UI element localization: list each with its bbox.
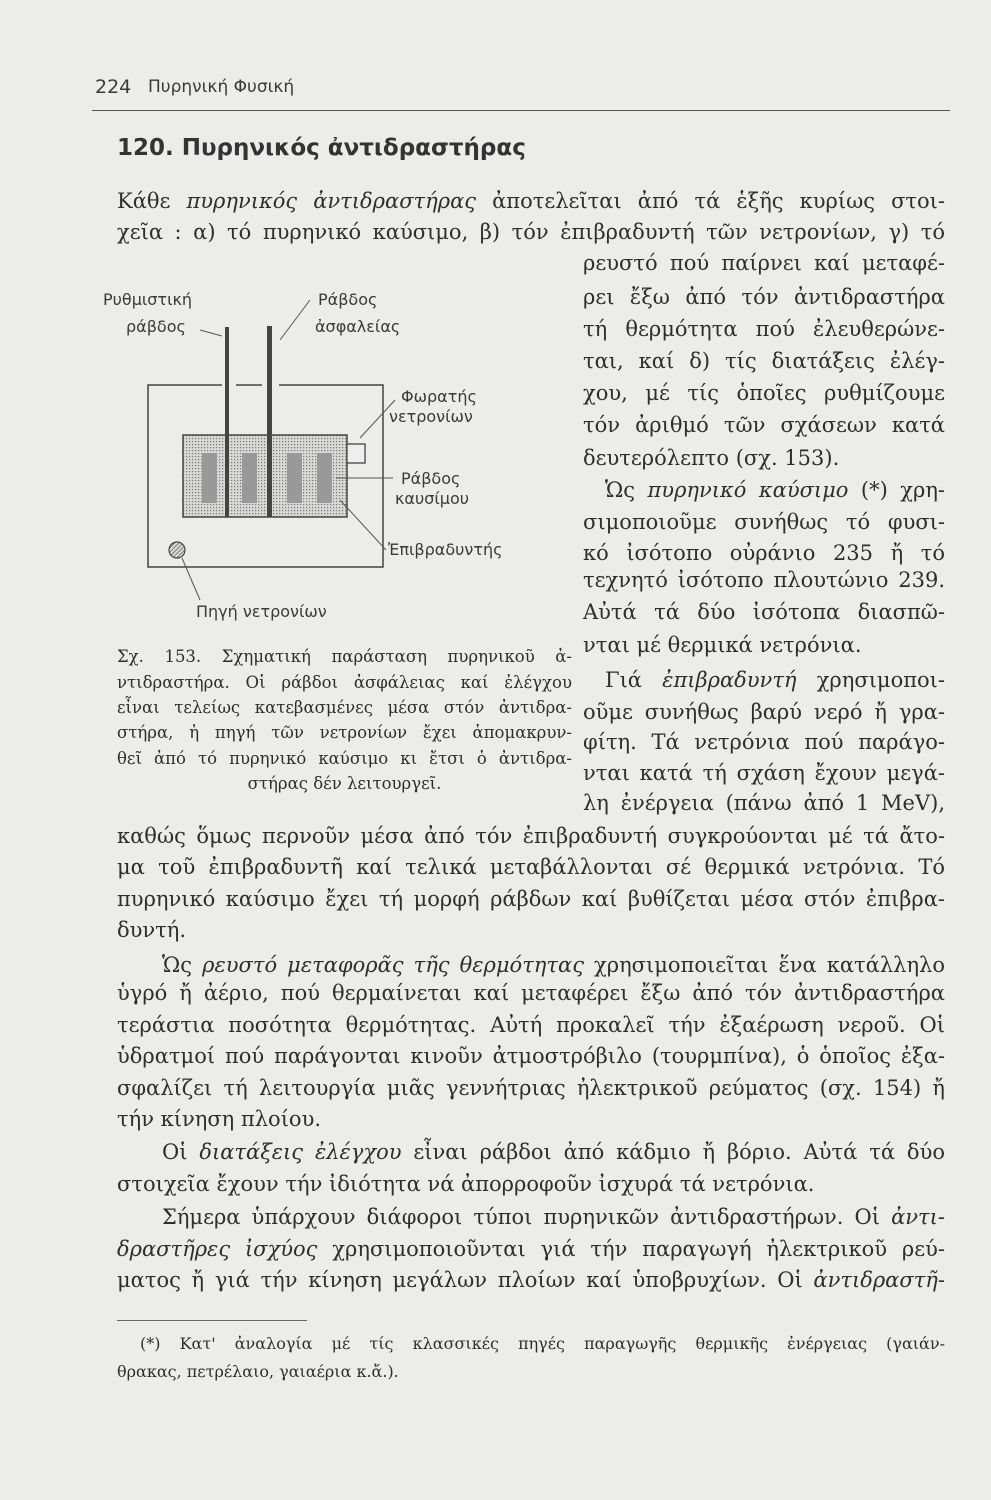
text-segment: ται, καί δ) τίς διατάξεις ἐλέγ- xyxy=(583,349,945,373)
control-rod xyxy=(225,327,229,517)
text-line xyxy=(117,219,945,245)
text-segment: τόν ἀριθμό τῶν σχάσεων κατά xyxy=(583,413,945,437)
text-segment: χρησιμοποιεῖται ἕνα κατάλληλο xyxy=(583,953,945,977)
text-segment: ρευστό πού παίρνει καί μεταφέ- xyxy=(583,251,945,275)
page-number: 224 xyxy=(95,76,132,98)
label-detector: νετρονίων xyxy=(389,407,473,426)
text-segment: τήν κίνηση πλοίου. xyxy=(117,1107,322,1131)
label-neutron-source: Πηγή νετρονίων xyxy=(196,602,327,621)
label-safety-rod: Ράβδος xyxy=(318,290,378,309)
text-segment: ρει ἔξω ἀπό τόν ἀντιδραστήρα xyxy=(583,285,945,309)
text-line xyxy=(162,1139,945,1165)
text-segment: μα τοῦ ἐπιβραδυντῆ καί τελικά μεταβάλλονται σέ θερμικά νετρόνια. Τό xyxy=(117,855,945,879)
text-line xyxy=(583,632,945,658)
text-line xyxy=(583,412,945,438)
text-segment: ἀποτελεῖται ἀπό τά ἑξῆς κυρίως στοι- xyxy=(476,189,945,213)
text-line xyxy=(583,567,945,593)
text-segment: ὑδρατμοί πού παράγονται κινοῦν ἀτμοστρόβιλο (τουρμπίνα), ὁ ὁποῖος ἐξα- xyxy=(117,1044,945,1068)
text-line xyxy=(583,509,945,535)
label-control-rod: Ρυθμιστική xyxy=(103,290,193,309)
text-line xyxy=(605,667,945,693)
text-segment: καθώς ὅμως περνοῦν μέσα ἀπό τόν ἐπιβραδυντή συγκρούονται μέ τά ἄτο- xyxy=(117,824,945,848)
italic-term: ρευστό μεταφορᾶς τῆς θερμότητας xyxy=(202,953,584,977)
text-line xyxy=(583,316,945,342)
text-segment: κό ἰσότοπο οὐράνιο 235 ἤ τό xyxy=(583,541,945,565)
text-line xyxy=(583,790,945,816)
italic-term: ἀντιδραστῆ- xyxy=(813,1268,945,1292)
footnote-line: (*) Κατ' ἀναλογία μέ τίς κλασσικές πηγές παραγωγῆς θερμικῆς ἐνέργειας (γαιάν- xyxy=(140,1334,945,1353)
text-line xyxy=(117,917,945,943)
text-segment: (*) χρη- xyxy=(848,478,945,502)
safety-rod xyxy=(267,326,272,517)
text-segment: Κάθε xyxy=(117,189,187,213)
text-segment: Οἱ xyxy=(162,1140,200,1164)
text-line xyxy=(583,284,945,310)
caption-line: στήρα, ἡ πηγή τῶν νετρονίων ἔχει ἀπομακρυν- xyxy=(117,723,572,742)
text-segment: Σήμερα ὑπάρχουν διάφοροι τύποι πυρηνικῶν ἀντιδραστήρων. Οἱ xyxy=(162,1205,892,1229)
text-line xyxy=(583,699,945,725)
text-line xyxy=(117,1075,945,1101)
text-line xyxy=(162,1204,945,1230)
text-line xyxy=(117,1236,945,1262)
text-segment: Αὐτά τά δύο ἰσότοπα διασπῶ- xyxy=(583,600,945,624)
italic-term: πυρηνικό καύσιμο xyxy=(647,478,849,502)
text-segment: χρησιμοποι- xyxy=(796,668,945,692)
text-line xyxy=(162,952,945,978)
italic-term: δραστῆρες ἰσχύος xyxy=(117,1237,318,1261)
label-safety-rod: ἀσφαλείας xyxy=(315,317,401,336)
text-line xyxy=(583,250,945,276)
text-line xyxy=(583,540,945,566)
text-line xyxy=(117,1012,945,1038)
text-segment: Ὡς xyxy=(162,953,203,977)
text-segment: τεράστια ποσότητα θερμότητας. Αὐτή προκαλεῖ τήν ἐξαέρωση νεροῦ. Οἱ xyxy=(117,1013,945,1037)
text-segment: Γιά xyxy=(605,668,663,692)
text-segment: πυρηνικό καύσιμο ἔχει τή μορφή ράβδων καί βυθίζεται μέσα στόν ἐπιβρα- xyxy=(117,887,945,911)
fuel-rod xyxy=(287,453,302,503)
text-segment: δευτερόλεπτο (σχ. 153). xyxy=(583,446,840,470)
caption-line: Σχ. 153. Σχηματική παράσταση πυρηνικοῦ ἀ- xyxy=(117,647,572,666)
text-line xyxy=(117,1171,945,1197)
neutron-detector xyxy=(347,444,365,463)
text-segment: χου, μέ τίς ὁποῖες ρυθμίζουμε xyxy=(583,381,945,405)
footnote-rule xyxy=(117,1320,307,1321)
section-title: 120. Πυρηνικός ἀντιδραστήρας xyxy=(117,135,526,161)
footnote-line: θρακας, πετρέλαιο, γαιαέρια κ.ἄ.). xyxy=(117,1362,399,1381)
text-line xyxy=(117,823,945,849)
text-line xyxy=(117,188,945,214)
italic-term: διατάξεις ἐλέγχου xyxy=(199,1140,402,1164)
text-line xyxy=(605,477,945,503)
caption-line: θεῖ ἀπό τό πυρηνικό καύσιμο κι ἔτσι ὁ ἀντιδρα- xyxy=(117,749,572,768)
neutron-source xyxy=(169,542,185,558)
text-segment: οῦμε συνήθως βαρύ νερό ἤ γρα- xyxy=(583,700,945,724)
text-segment: ὑγρό ἤ ἀέριο, πού θερμαίνεται καί μεταφέρει ἔξω ἀπό τόν ἀντιδραστήρα xyxy=(117,981,945,1005)
label-fuel-rod: Ράβδος xyxy=(401,469,461,488)
text-segment: Ὡς xyxy=(605,478,648,502)
text-segment: φίτη. Τά νετρόνια πού παράγο- xyxy=(583,730,945,754)
text-segment: λη ἐνέργεια (πάνω ἀπό 1 MeV), xyxy=(583,791,945,815)
running-title: Πυρηνική Φυσική xyxy=(148,77,295,97)
text-segment: ματος ἤ γιά τήν κίνηση μεγάλων πλοίων καί ὑποβρυχίων. Οἱ xyxy=(117,1268,814,1292)
text-line xyxy=(117,886,945,912)
label-detector: Φωρατής xyxy=(401,387,477,406)
caption-line: εἶναι τελείως κατεβασμένες μέσα στόν ἀντιδρα- xyxy=(117,698,572,717)
text-segment: σιμοποιοῦμε συνήθως τό φυσι- xyxy=(583,510,945,534)
text-segment: σφαλίζει τή λειτουργία μιᾶς γεννήτριας ἠλεκτρικοῦ ρεύματος (σχ. 154) ἤ xyxy=(117,1076,945,1100)
text-line xyxy=(583,380,945,406)
label-moderator: Ἐπιβραδυντής xyxy=(388,540,503,559)
label-fuel-rod: καυσίμου xyxy=(395,489,470,508)
fuel-rod xyxy=(202,453,217,503)
italic-term: ἐπιβραδυντή xyxy=(662,668,797,692)
text-segment: χρησιμοποιοῦνται γιά τήν παραγωγή ἠλεκτρικοῦ ρεύ- xyxy=(317,1237,945,1261)
text-line xyxy=(117,1043,945,1069)
text-segment: τή θερμότητα πού ἐλευθερώνε- xyxy=(583,317,945,341)
caption-line: ντιδραστήρα. Οἱ ράβδοι ἀσφάλειας καί ἐλέγχου xyxy=(117,673,572,692)
caption-line: στήρας δέν λειτουργεῖ. xyxy=(247,774,442,793)
text-segment: στοιχεῖα ἔχουν τήν ἰδιότητα νά ἀπορροφοῦν ἰσχυρά τά νετρόνια. xyxy=(117,1172,815,1196)
text-line xyxy=(583,445,945,471)
text-line xyxy=(583,729,945,755)
text-line xyxy=(117,854,945,880)
text-line xyxy=(117,1267,945,1293)
text-segment: χεῖα : α) τό πυρηνικό καύσιμο, β) τόν ἐπιβραδυντή τῶν νετρονίων, γ) τό xyxy=(117,220,945,244)
text-line xyxy=(583,760,945,786)
text-line xyxy=(117,980,945,1006)
text-segment: δυντή. xyxy=(117,918,187,942)
text-segment: νται κατά τή σχάση ἔχουν μεγά- xyxy=(583,761,945,785)
italic-term: ἀντι- xyxy=(891,1205,945,1229)
text-segment: τεχνητό ἰσότοπο πλουτώνιο 239. xyxy=(583,568,945,592)
fuel-rod xyxy=(317,453,332,503)
label-control-rod: ράβδος xyxy=(126,317,186,336)
text-line xyxy=(583,599,945,625)
text-line xyxy=(117,1106,945,1132)
text-segment: εἶναι ράβδοι ἀπό κάδμιο ἤ βόριο. Αὐτά τά δύο xyxy=(401,1140,945,1164)
text-segment: νται μέ θερμικά νετρόνια. xyxy=(583,633,862,657)
fuel-rod xyxy=(242,453,257,503)
italic-term: πυρηνικός ἀντιδραστήρας xyxy=(186,189,477,213)
text-line xyxy=(583,348,945,374)
